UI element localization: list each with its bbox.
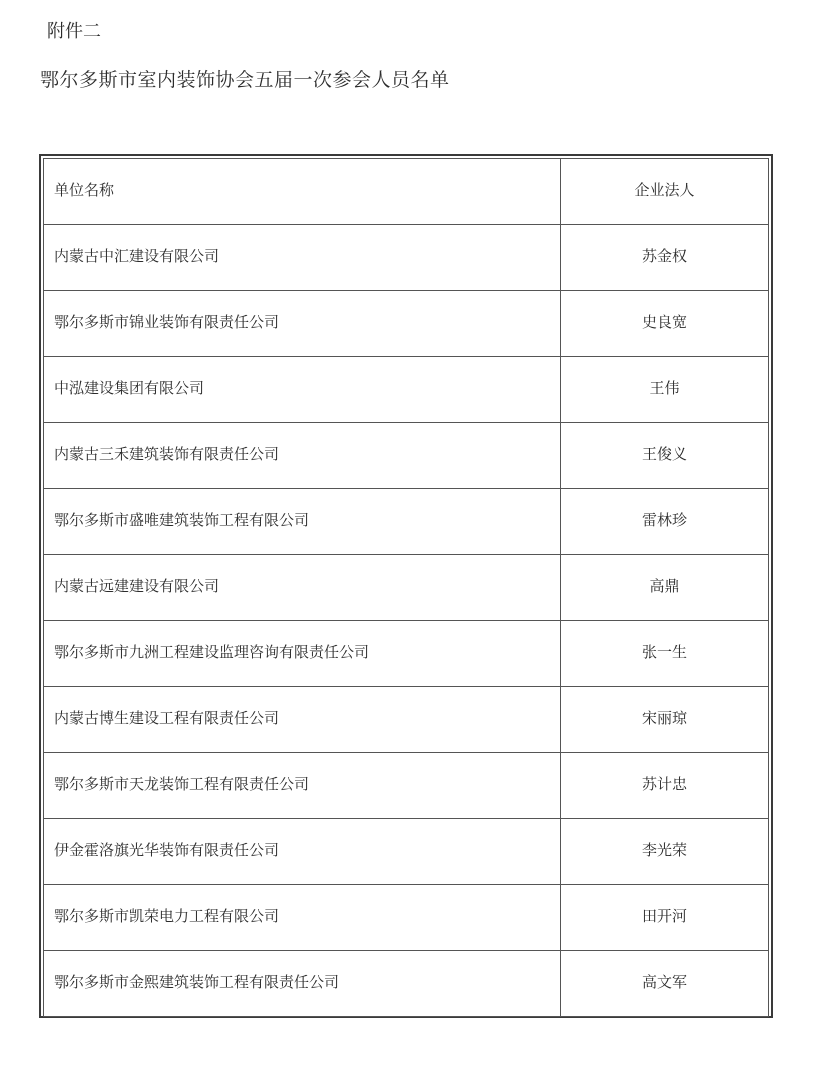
- legal-representative-cell: 王伟: [561, 357, 769, 423]
- legal-representative-cell: 王俊义: [561, 423, 769, 489]
- column-header-organization: 单位名称: [44, 159, 561, 225]
- attendee-table: [43, 158, 769, 1017]
- legal-representative-cell: 高鼎: [561, 555, 769, 621]
- table-row: [44, 489, 769, 555]
- table-row: [44, 357, 769, 423]
- legal-representative-cell: 史良宽: [561, 291, 769, 357]
- organization-cell: 鄂尔多斯市金熙建筑装饰工程有限责任公司: [44, 951, 561, 1017]
- table-row: [44, 423, 769, 489]
- table-row: [44, 753, 769, 819]
- organization-cell: 内蒙古远建建设有限公司: [44, 555, 561, 621]
- table-header-row: [44, 159, 769, 225]
- legal-representative-cell: 高文军: [561, 951, 769, 1017]
- legal-representative-cell: 田开河: [561, 885, 769, 951]
- legal-representative-cell: 李光荣: [561, 819, 769, 885]
- legal-representative-cell: 宋丽琼: [561, 687, 769, 753]
- table-row: [44, 225, 769, 291]
- table-row: [44, 951, 769, 1017]
- table-row: [44, 555, 769, 621]
- table-row: [44, 885, 769, 951]
- attendee-table-frame: [39, 154, 773, 1018]
- table-row: [44, 687, 769, 753]
- organization-cell: 伊金霍洛旗光华装饰有限责任公司: [44, 819, 561, 885]
- organization-cell: 鄂尔多斯市锦业装饰有限责任公司: [44, 291, 561, 357]
- attachment-label: 附件二: [47, 21, 101, 42]
- organization-cell: 内蒙古博生建设工程有限责任公司: [44, 687, 561, 753]
- legal-representative-cell: 苏金权: [561, 225, 769, 291]
- organization-cell: 鄂尔多斯市盛唯建筑装饰工程有限公司: [44, 489, 561, 555]
- table-row: [44, 291, 769, 357]
- organization-cell: 鄂尔多斯市天龙装饰工程有限责任公司: [44, 753, 561, 819]
- organization-cell: 鄂尔多斯市九洲工程建设监理咨询有限责任公司: [44, 621, 561, 687]
- document-title: 鄂尔多斯市室内装饰协会五届一次参会人员名单: [40, 69, 450, 91]
- legal-representative-cell: 张一生: [561, 621, 769, 687]
- legal-representative-cell: 苏计忠: [561, 753, 769, 819]
- organization-cell: 内蒙古中汇建设有限公司: [44, 225, 561, 291]
- organization-cell: 中泓建设集团有限公司: [44, 357, 561, 423]
- table-row: [44, 819, 769, 885]
- legal-representative-cell: 雷林珍: [561, 489, 769, 555]
- organization-cell: 鄂尔多斯市凯荣电力工程有限公司: [44, 885, 561, 951]
- column-header-legal-representative: 企业法人: [561, 159, 769, 225]
- organization-cell: 内蒙古三禾建筑装饰有限责任公司: [44, 423, 561, 489]
- table-row: [44, 621, 769, 687]
